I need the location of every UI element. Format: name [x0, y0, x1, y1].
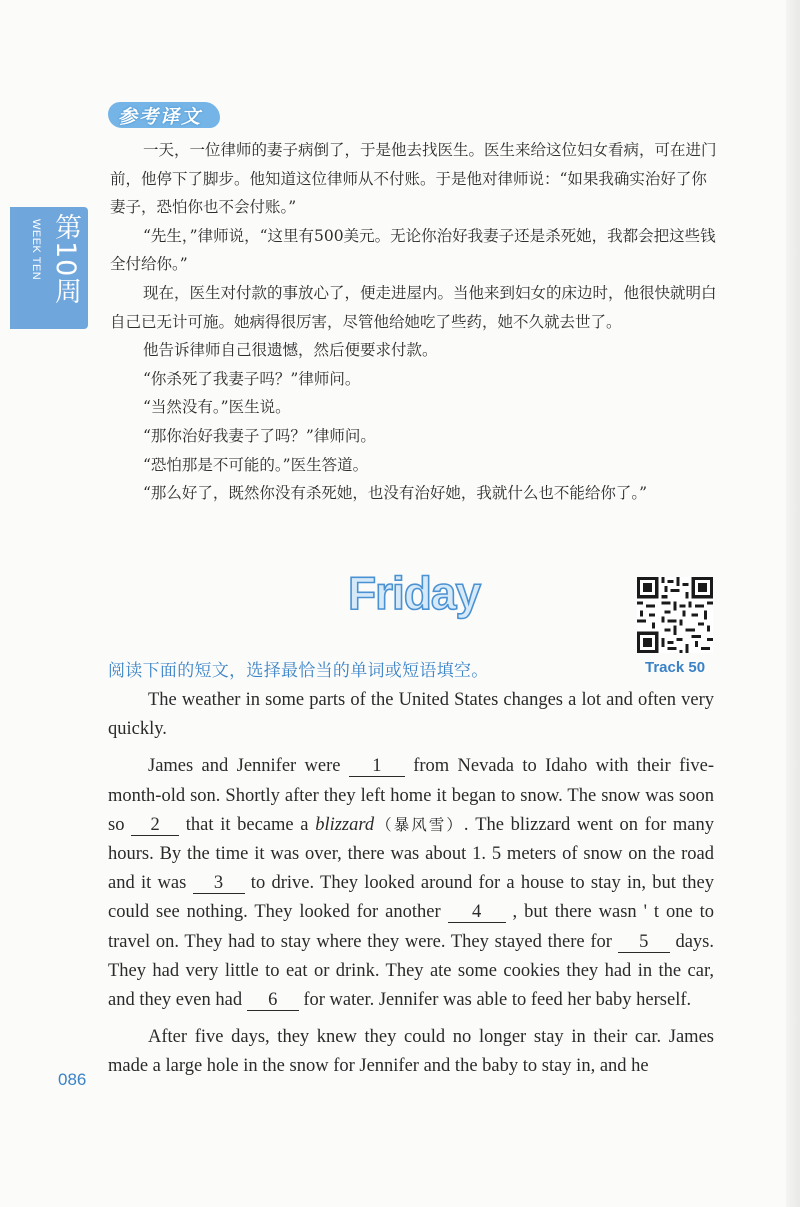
passage-paragraph: The weather in some parts of the United States changes a lot and often very quickly. [108, 690, 714, 740]
passage-text: . The blizzard went on for many hours. By the time it was over, there was about 1. 5 meters of snow on the road and it was [108, 814, 715, 894]
translation-paragraph: “先生，”律师说，“这里有500美元。无论你治好我妻子还是杀死她，我都会把这些钱全付给你。” [110, 226, 716, 274]
chinese-translation [110, 136, 720, 508]
page-number: 086 [58, 1070, 87, 1089]
passage-text: James and Jennifer were [148, 756, 349, 777]
italic-term: blizzard [315, 814, 375, 835]
translation-paragraph: 一天，一位律师的妻子病倒了，于是他去找医生。医生来给这位妇女看病，可在进门前，他停下了脚步。他知道这位律师从不付账。于是他对律师说：“如果我确实治好了你妻子，恐怕你也不会付账。” [110, 141, 717, 217]
week-tab [10, 207, 88, 329]
passage-text: to drive. They looked around for a house to stay in, but they could see nothing. They looked for another [108, 873, 714, 923]
passage-text: days. They had very little to eat or drink. They ate some cookies they had in the car, and they even had [108, 931, 714, 1011]
passage-text: from Nevada to Idaho with their five-month-old son. Shortly after they left home it began to snow. The snow was soon so [108, 756, 714, 835]
qr-code-icon[interactable] [637, 577, 713, 653]
blank-4[interactable]: 4 [448, 902, 506, 923]
page-edge [786, 0, 800, 1207]
blank-1[interactable]: 1 [349, 756, 405, 777]
blank-2[interactable]: 2 [131, 815, 179, 836]
translation-paragraph: 现在，医生对付款的事放心了，便走进屋内。当他来到妇女的床边时，他很快就明白自己已无计可施。她病得很厉害，尽管他给她吃了些药，她不久就去世了。 [110, 283, 717, 331]
exercise-instruction: 阅读下面的短文，选择最恰当的单词或短语填空。 [108, 661, 489, 681]
translation-dialogue-line: “你杀死了我妻子吗？”律师问。 [143, 369, 361, 388]
blank-5[interactable]: 5 [618, 932, 670, 953]
chinese-gloss: （暴风雪） [374, 815, 464, 834]
passage-paragraph: After five days, they knew they could no longer stay in their car. James made a large hole in the snow for Jennifer and the baby to stay in, and he [108, 1027, 714, 1077]
passage-paragraph [108, 752, 714, 1015]
cloze-passage [108, 686, 714, 1082]
day-heading: Friday [348, 567, 481, 619]
blank-6[interactable]: 6 [247, 990, 299, 1011]
translation-dialogue-line: 他告诉律师自己很遗憾，然后便要求付款。 [143, 341, 438, 360]
translation-dialogue-line: “恐怕那是不可能的。”医生答道。 [143, 455, 369, 474]
passage-text: that it became a [179, 814, 316, 835]
reference-translation-badge [108, 100, 220, 130]
week-tab-title: 第10周 [50, 213, 81, 306]
passage-text: for water. Jennifer was able to feed her baby herself. [298, 990, 692, 1011]
blank-3[interactable]: 3 [193, 873, 245, 894]
week-tab-subtitle: WEEK TEN [30, 219, 42, 281]
badge-label: 参考译文 [118, 106, 203, 128]
translation-dialogue-line: “当然没有。”医生说。 [143, 398, 291, 417]
translation-dialogue-line: “那么好了，既然你没有杀死她，也没有治好她，我就什么也不能给你了。” [143, 484, 648, 503]
audio-track-label[interactable]: Track 50 [645, 659, 706, 676]
passage-text: , but there wasn ' t one to travel on. They had to stay where they were. They stayed there for [108, 902, 715, 952]
translation-dialogue-line: “那你治好我妻子了吗？”律师问。 [143, 426, 376, 445]
